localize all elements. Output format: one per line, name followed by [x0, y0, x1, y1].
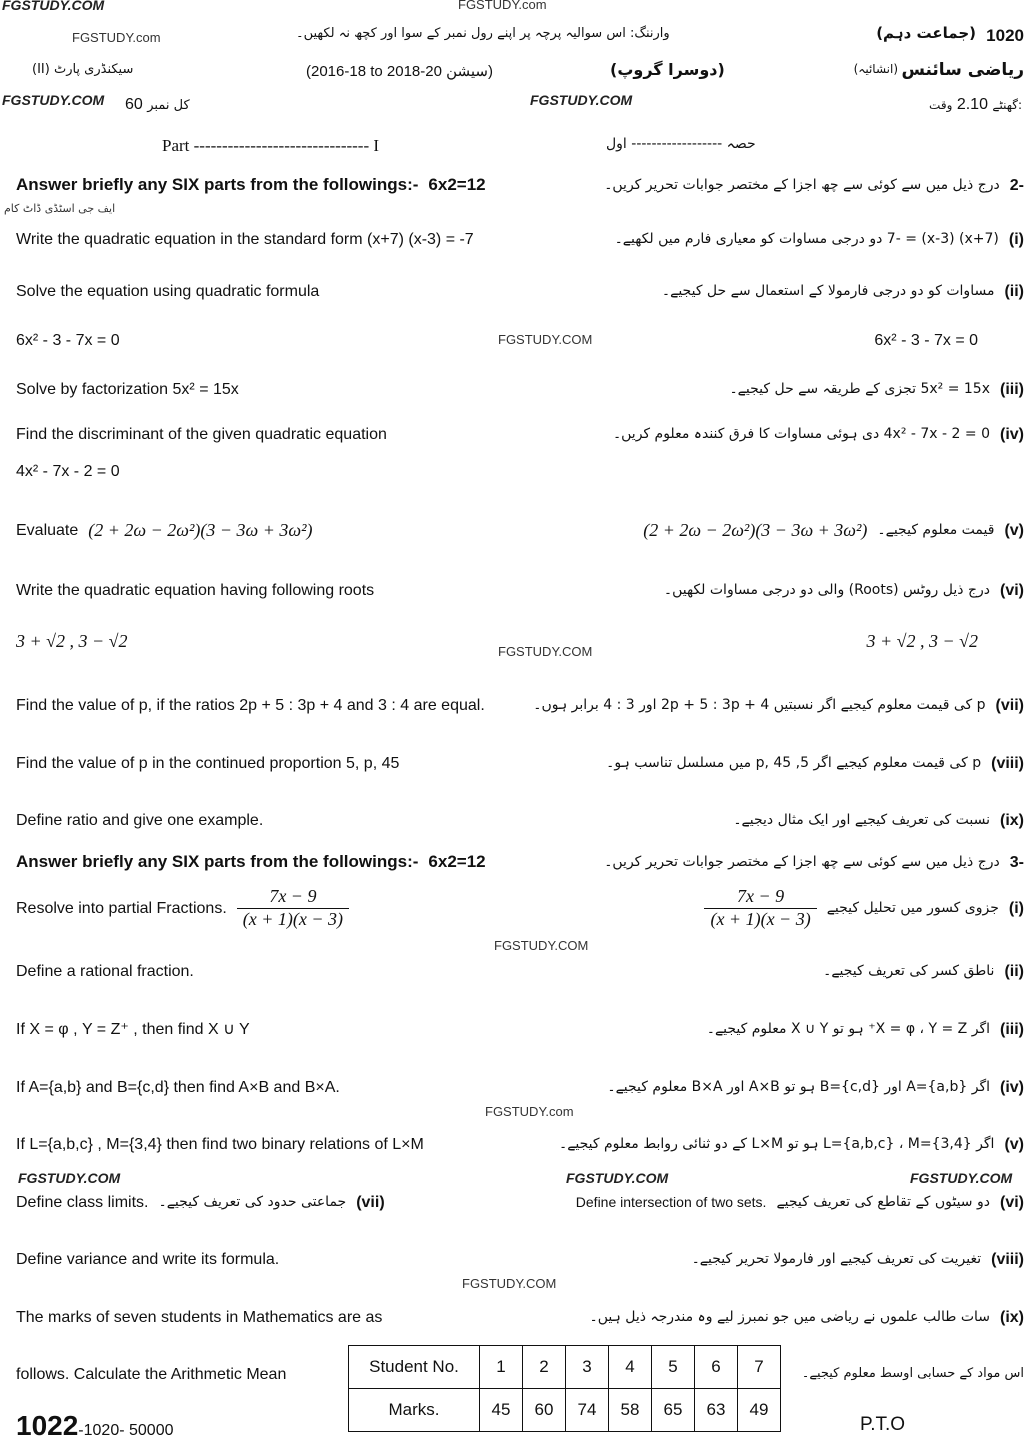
part-number: (ii) [1004, 963, 1024, 980]
question-text: If A={a,b} and B={c,d} then find A×B and B×A. [16, 1079, 340, 1096]
row-left [16, 962, 194, 981]
table-cell-marks: 49 [738, 1389, 781, 1432]
watermark: FGSTUDY.COM [494, 938, 589, 953]
question-text-urdu: جزوی کسور میں تحلیل کیجیے [826, 899, 999, 916]
class-label: (جماعت دہم) [876, 24, 976, 42]
row-right [692, 1250, 1024, 1269]
question-row [16, 962, 1024, 981]
question-text-urdu: جماعتی حدود کی تعریف کیجیے۔ [158, 1194, 347, 1211]
row-right [662, 282, 1024, 301]
total-marks [125, 96, 190, 114]
table-row-label: Marks. [349, 1389, 480, 1432]
secondary-part: سیکنڈری پارٹ (II) [32, 62, 134, 77]
row-left [16, 425, 387, 444]
question-text: Write the quadratic equation having following roots [16, 582, 375, 599]
part-number: (v) [1004, 1136, 1024, 1153]
watermark: FGSTUDY.com [485, 1104, 574, 1119]
row-left [16, 581, 374, 600]
question-text-urdu: p کی قیمت معلوم کیجیے اگر نسبتیں 2p + 5 : 3p + 4 اور 3 : 4 برابر ہوں۔ [533, 697, 986, 714]
table-cell-student: 6 [695, 1346, 738, 1389]
question-row [16, 1308, 1024, 1327]
row-left [16, 1020, 250, 1039]
question-text-urdu: اگر A={a,b} اور B={c,d} ہو تو A×B اور B×A معلوم کیجیے۔ [607, 1079, 990, 1096]
question-text-urdu: سات طالب علموں نے ریاضی میں جو نمبرز لیے وہ مندرجہ ذیل ہیں۔ [589, 1309, 990, 1326]
math-expression: 3 + √2 , 3 − √2 [866, 631, 978, 651]
question-row [16, 1250, 1024, 1269]
part-number: (vii) [995, 697, 1024, 714]
total-marks-label: کل نمبر [147, 98, 190, 113]
question-text-urdu: اس مواد کے حسابی اوسط معلوم کیجیے۔ [801, 1366, 1024, 1381]
question-marks: 6x2=12 [428, 175, 486, 194]
question-row [16, 886, 1024, 930]
table-row-label: Student No. [349, 1346, 480, 1389]
question-row [16, 811, 1024, 830]
table-cell-marks: 74 [566, 1389, 609, 1432]
row-left [16, 175, 486, 195]
time-label: وقت: [929, 98, 1022, 112]
question-number: 3- [1009, 853, 1024, 871]
table-cell-student: 3 [566, 1346, 609, 1389]
question-text-urdu: اگر X = φ ، Y = Z⁺ ہو تو X ∪ Y معلوم کیجیے۔ [706, 1021, 990, 1038]
row-left [16, 520, 312, 542]
question-text: Define class limits. [16, 1194, 149, 1211]
watermark: FGSTUDY.COM [910, 1170, 1013, 1186]
row-left [16, 1078, 340, 1097]
question-text-urdu: (x+7) (x-3) = -7 دو درجی مساوات کو معیاری فارم میں لکھیے۔ [614, 231, 999, 248]
watermark: FGSTUDY.COM [462, 1276, 557, 1291]
row-right [729, 380, 1024, 399]
time-unit: گھنٹے [992, 98, 1018, 112]
fraction-denominator: (x + 1)(x − 3) [710, 908, 811, 929]
row-left [16, 1250, 279, 1269]
part-number: (i) [1008, 899, 1024, 917]
table-cell-marks: 63 [695, 1389, 738, 1432]
question-row [16, 520, 1024, 542]
row-right [733, 811, 1024, 830]
row-right [559, 1135, 1024, 1154]
footer-code [16, 1410, 173, 1442]
question-row [16, 380, 1024, 399]
question-row [16, 282, 1024, 301]
question-row [16, 230, 1024, 249]
session: (2016-18 to 2018-20 سیشن) [306, 63, 494, 80]
table-cell-student: 4 [609, 1346, 652, 1389]
question-text-urdu: مساوات کو دو درجی فارمولا کے استعمال سے حل کیجیے۔ [661, 283, 995, 300]
table-row [349, 1389, 781, 1432]
fraction-numerator: 7x − 9 [704, 886, 816, 909]
question-row [16, 696, 1024, 715]
fraction-numerator: 7x − 9 [237, 886, 349, 909]
part-number: (ii) [1004, 283, 1024, 300]
question-text: follows. Calculate the Arithmetic Mean [16, 1366, 287, 1383]
row-right [664, 581, 1024, 600]
math-expression: (2 + 2ω − 2ω²)(3 − 3ω + 3ω²) [643, 520, 868, 540]
question-text: Evaluate [16, 522, 79, 540]
time-value: 2.10 [956, 96, 988, 113]
watermark: ایف جی اسٹڈی ڈاٹ کام [4, 202, 116, 215]
total-marks-value: 60 [125, 96, 143, 113]
table-cell-marks: 45 [480, 1389, 523, 1432]
question-row [16, 462, 1024, 481]
question-instruction: Answer briefly any SIX parts from the followings:- [16, 852, 419, 871]
math-expression: 6x² - 3 - 7x = 0 [16, 332, 120, 349]
row-left [16, 1193, 385, 1212]
part-number: (iii) [1000, 1021, 1024, 1038]
table-cell-student: 5 [652, 1346, 695, 1389]
row-left [16, 696, 485, 715]
part-number: (iv) [1000, 1079, 1024, 1096]
question-text: If X = φ , Y = Z⁺ , then find X ∪ Y [16, 1021, 250, 1038]
part-number: (iii) [1000, 381, 1024, 398]
question-row [16, 754, 1024, 773]
watermark: FGSTUDY.COM [530, 92, 633, 108]
question-text-urdu: 5x² = 15x تجزی کے طریقہ سے حل کیجیے۔ [729, 381, 990, 398]
table-cell-marks: 58 [609, 1389, 652, 1432]
part-number: (ix) [1000, 1309, 1024, 1326]
row-left [16, 380, 239, 399]
question-row [16, 1078, 1024, 1097]
part-number: (viii) [991, 1251, 1024, 1268]
question-text: Find the value of p, if the ratios 2p + 5 : 3p + 4 and 3 : 4 are equal. [16, 697, 485, 714]
time-allowed [929, 96, 1022, 114]
math-expression: 3 + √2 , 3 − √2 [16, 631, 128, 651]
table-cell-student: 7 [738, 1346, 781, 1389]
row-right [589, 1308, 1024, 1327]
row-left [16, 230, 474, 249]
row-left [16, 852, 486, 872]
row-right [823, 962, 1024, 981]
row-right [615, 230, 1024, 249]
watermark: FGSTUDY.COM [2, 92, 105, 108]
question-text: Solve by factorization 5x² = 15x [16, 381, 239, 398]
row-right [606, 754, 1024, 773]
table-cell-marks: 60 [523, 1389, 566, 1432]
question-text: Define a rational fraction. [16, 963, 194, 980]
row-right [707, 1020, 1024, 1039]
row-right [866, 631, 1024, 653]
part-number: (ix) [1000, 812, 1024, 829]
question-row [16, 175, 1024, 195]
table-row [349, 1346, 781, 1389]
watermark: FGSTUDY.COM [2, 0, 105, 13]
row-right [613, 425, 1024, 444]
marks-table [348, 1345, 781, 1432]
warning-text: وارننگ: اس سوالیہ پرچہ پر اپنے رول نمبر کے سوا اور کچھ نہ لکھیں۔ [296, 26, 670, 41]
question-text-urdu: قیمت معلوم کیجیے۔ [877, 522, 995, 539]
question-text-urdu: تغیریت کی تعریف کیجیے اور فارمولا تحریر کیجیے۔ [691, 1251, 982, 1268]
row-left [16, 331, 120, 350]
table-cell-marks: 65 [652, 1389, 695, 1432]
math-expression: 4x² - 7x - 2 = 0 [16, 463, 120, 480]
watermark: FGSTUDY.COM [498, 332, 593, 347]
question-text: Define ratio and give one example. [16, 812, 264, 829]
row-right [604, 176, 1024, 195]
part-number: (iv) [1000, 426, 1024, 443]
row-left [16, 631, 128, 653]
math-expression: (2 + 2ω − 2ω²)(3 − 3ω + 3ω²) [88, 520, 313, 540]
question-text-urdu: اگر L={a,b,c} ، M={3,4} ہو تو L×M کے دو ثنائی روابط معلوم کیجیے۔ [558, 1136, 995, 1153]
part-number: (i) [1008, 231, 1024, 248]
part-number: (v) [1004, 522, 1024, 540]
part-heading: Part ------------------------------- I [162, 136, 380, 155]
question-row [16, 425, 1024, 444]
question-text: Write the quadratic equation in the standard form (x+7) (x-3) = -7 [16, 231, 474, 248]
question-text-urdu: دو سیٹوں کے تقاطع کی تعریف کیجیے [776, 1194, 990, 1211]
footer-code-small: -1020- 50000 [78, 1422, 174, 1439]
pto-label: P.T.O [860, 1414, 906, 1435]
question-text: Define variance and write its formula. [16, 1251, 280, 1268]
question-text: Find the value of p in the continued proportion 5, p, 45 [16, 755, 400, 772]
math-expression: 6x² - 3 - 7x = 0 [874, 332, 978, 349]
question-number: 2- [1009, 176, 1024, 194]
row-right [576, 1193, 1024, 1212]
question-text-urdu: 4x² - 7x - 2 = 0 دی ہوئی مساوات کا فرق کنندہ معلوم کریں۔ [612, 426, 990, 443]
question-text: Solve the equation using quadratic formula [16, 283, 320, 300]
row-right [874, 331, 1024, 350]
question-row [16, 1193, 1024, 1212]
part-number: (viii) [991, 755, 1024, 772]
fraction [237, 886, 349, 930]
part-number: (vii) [356, 1194, 385, 1211]
paper-code: 1020 [986, 26, 1024, 45]
question-instruction-urdu: درج ذیل میں سے کوئی سے چھ اجزا کے مختصر جوابات تحریر کریں۔ [604, 853, 1000, 870]
row-left [16, 1308, 382, 1327]
question-row [16, 1020, 1024, 1039]
row-left [16, 886, 349, 930]
question-text-urdu: نسبت کی تعریف کیجیے اور ایک مثال دیجیے۔ [733, 812, 990, 829]
group: (دوسرا گروپ) [610, 60, 725, 79]
row-left [16, 754, 399, 773]
question-marks: 6x2=12 [428, 852, 486, 871]
question-text: If L={a,b,c} , M={3,4} then find two binary relations of L×M [16, 1136, 424, 1153]
question-row [16, 1135, 1024, 1154]
part-heading-urdu: حصہ ------------------ اول [606, 136, 756, 152]
footer-code-big: 1022 [16, 1410, 79, 1441]
paper-type: (انشائیہ) [853, 62, 898, 76]
row-right [604, 853, 1024, 872]
part-number: (vi) [1000, 1194, 1024, 1211]
row-right [533, 696, 1024, 715]
row-left [16, 282, 319, 301]
question-row [16, 331, 1024, 350]
question-text-urdu: ناطق کسر کی تعریف کیجیے۔ [823, 963, 995, 980]
row-right [704, 886, 1024, 930]
table-cell-student: 2 [523, 1346, 566, 1389]
question-text-urdu: p کی قیمت معلوم کیجیے اگر 5, p, 45 میں مسلسل تناسب ہو۔ [606, 755, 982, 772]
row-left [16, 1135, 424, 1154]
question-text: Find the discriminant of the given quadratic equation [16, 426, 387, 443]
row-left [16, 811, 263, 830]
watermark: FGSTUDY.com [458, 0, 547, 12]
subject: ریاضی سائنس [901, 60, 1024, 80]
question-row [16, 852, 1024, 872]
row-left [16, 462, 120, 481]
fraction-denominator: (x + 1)(x − 3) [242, 908, 344, 929]
row-right [607, 1078, 1024, 1097]
question-text: Define intersection of two sets. [575, 1194, 767, 1211]
question-instruction: Answer briefly any SIX parts from the followings:- [16, 175, 419, 194]
watermark: FGSTUDY.COM [498, 644, 593, 659]
table-cell-student: 1 [480, 1346, 523, 1389]
row-right [643, 520, 1024, 542]
question-text: Resolve into partial Fractions. [16, 899, 227, 917]
watermark: FGSTUDY.com [72, 30, 161, 45]
question-row [16, 581, 1024, 600]
fraction [704, 886, 816, 930]
question-text-urdu: درج ذیل روٹس (Roots) والی دو درجی مساوات لکھیں۔ [663, 582, 990, 599]
part-number: (vi) [1000, 582, 1024, 599]
watermark: FGSTUDY.COM [18, 1170, 121, 1186]
question-text: The marks of seven students in Mathematics are as [16, 1309, 383, 1326]
question-instruction-urdu: درج ذیل میں سے کوئی سے چھ اجزا کے مختصر جوابات تحریر کریں۔ [604, 176, 1000, 193]
question-row [16, 631, 1024, 653]
watermark: FGSTUDY.COM [566, 1170, 669, 1186]
